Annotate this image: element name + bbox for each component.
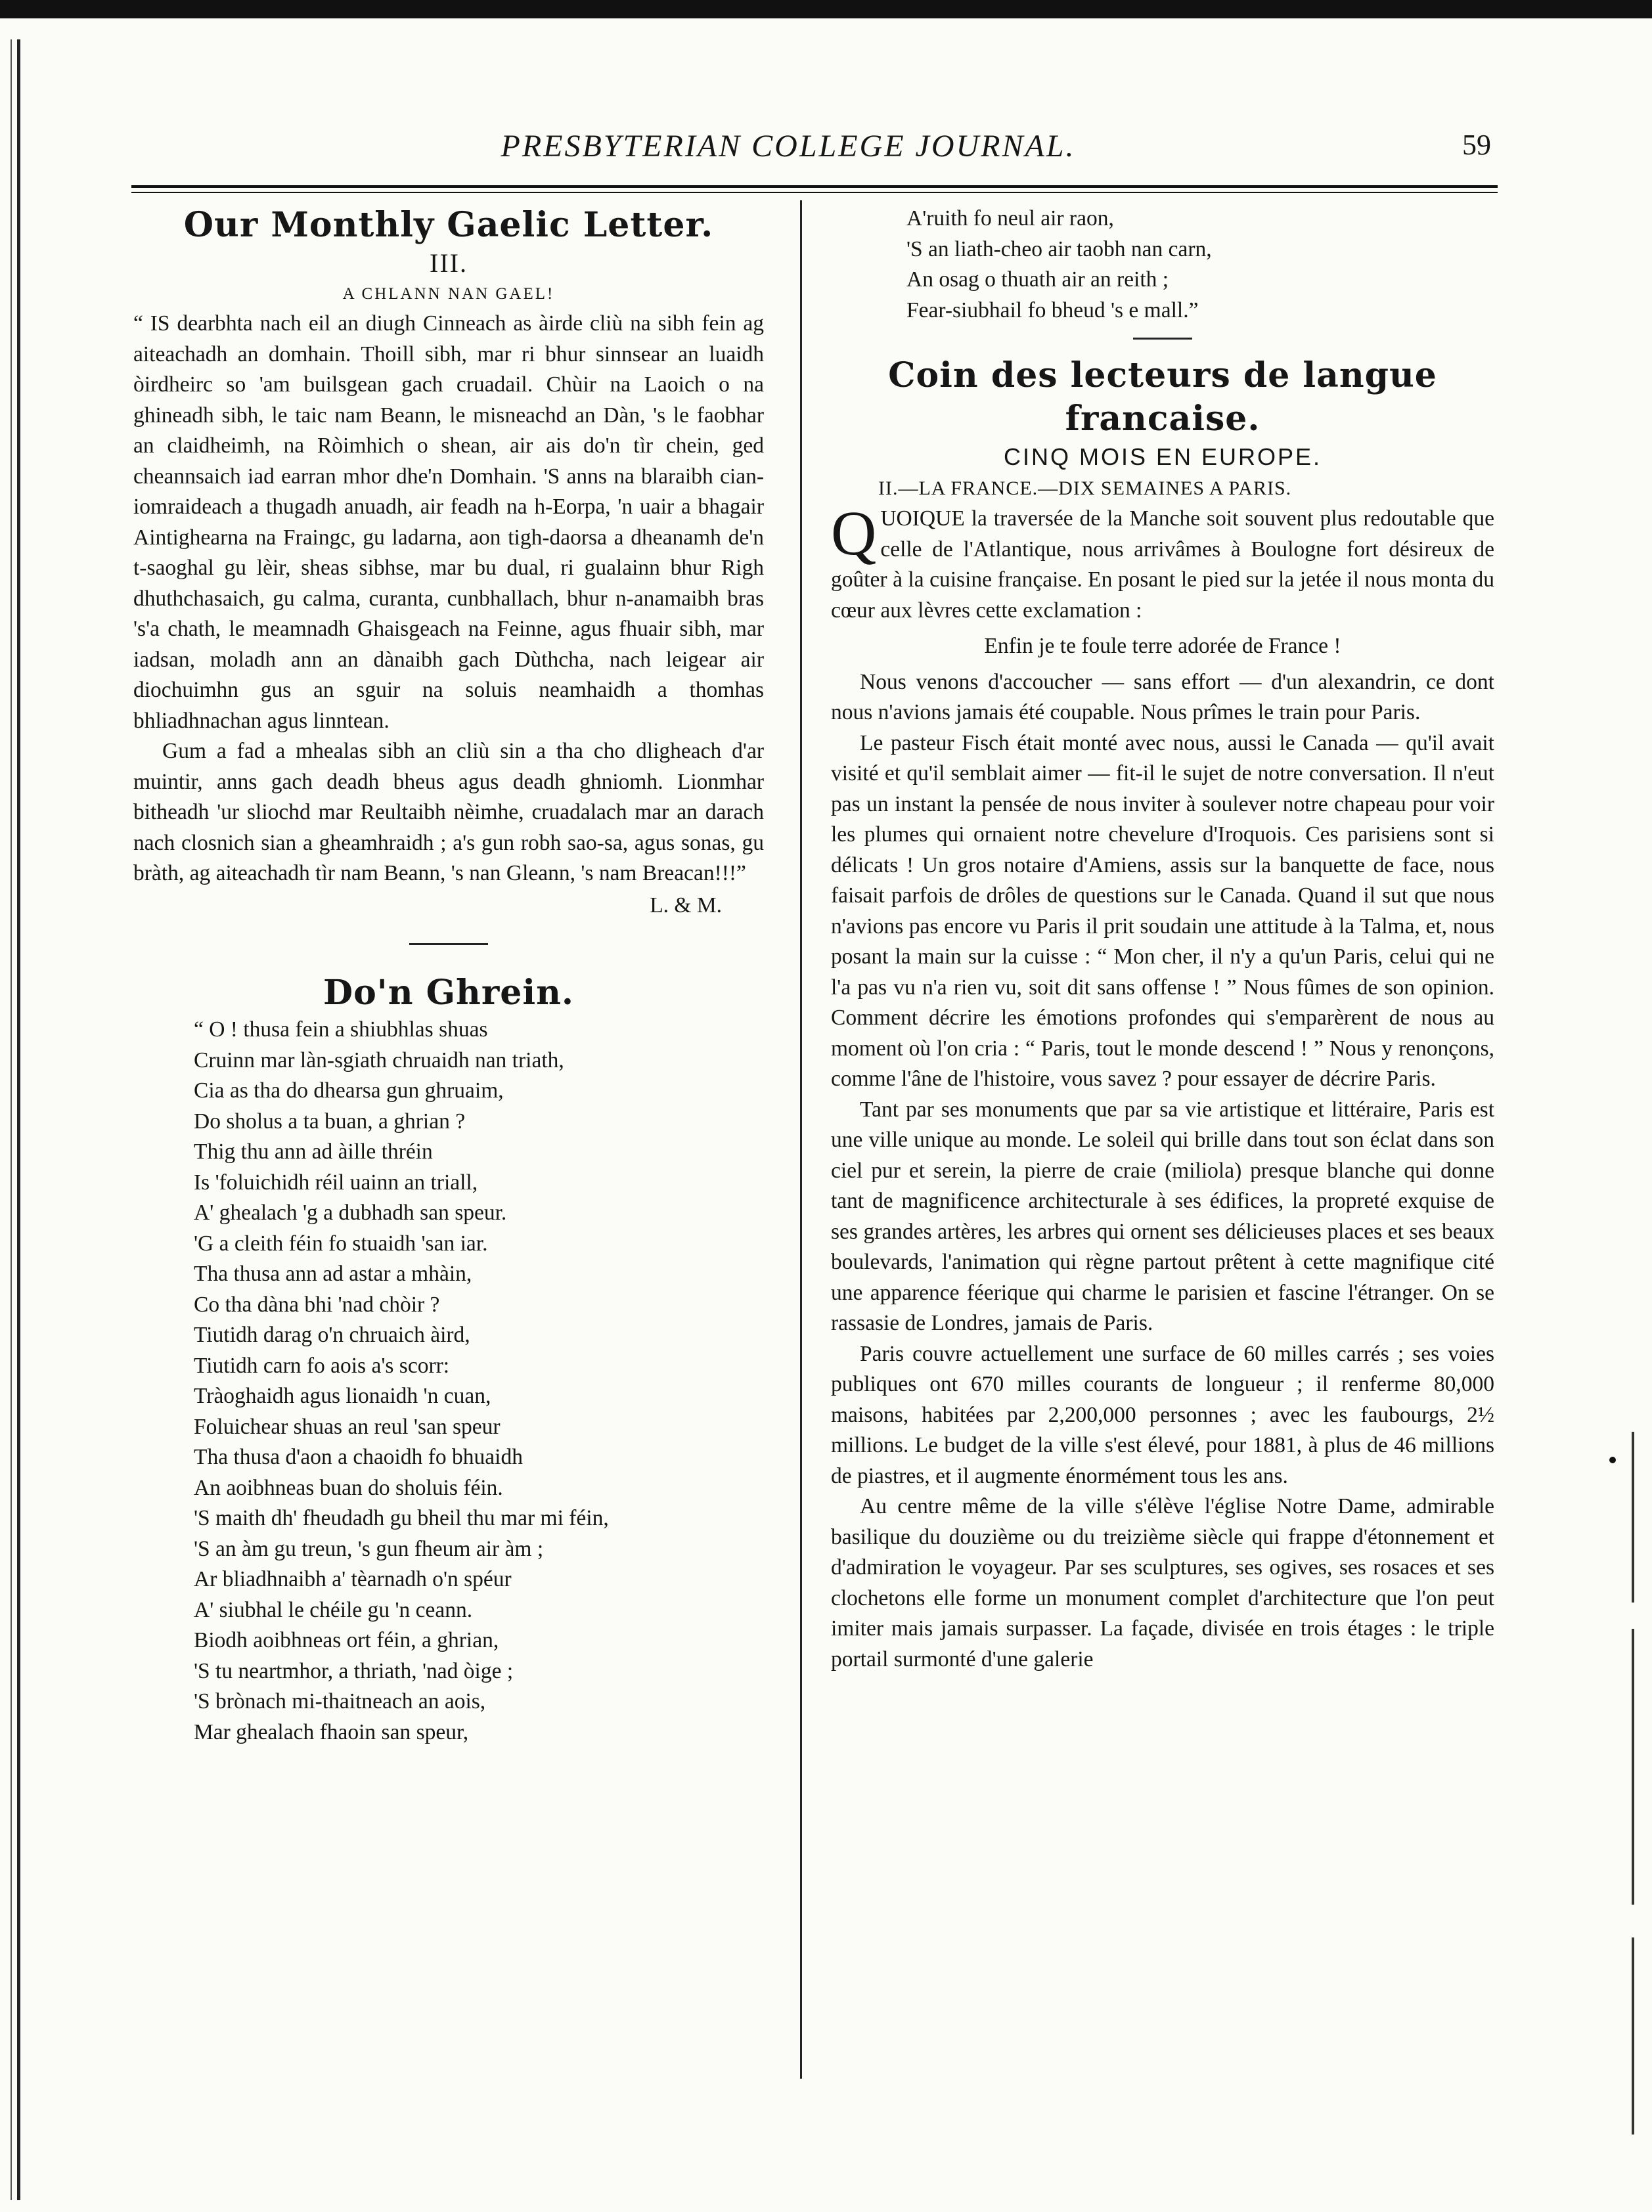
- poem-line: 'S brònach mi-thaitneach an aois,: [194, 1689, 486, 1714]
- section-divider: [1133, 338, 1192, 340]
- scan-edge-mark: [1632, 1629, 1634, 1905]
- right-column: [831, 204, 1494, 1675]
- scan-edge-mark: [1632, 1432, 1634, 1603]
- letter-paragraph-1: “ IS dearbhta nach eil an diugh Cinneach as àirde cliù na sibh fein ag aiteachadh an domhain. Thoill sibh, mar ri bhur sinnsear an luaidh òirdheirc so 'am builsgean gach cruadail. Chùir na Laoich o na ghineadh sibh, le taic nam Beann, le misneachd an Dàn, 's le faobhar an claidheimh, na Ròimhich o shean, air ais do'n tìr chein, ged cheannsaich iad earran mhor dhe'n Domhain. 'S anns na blaraibh cian-iomraideach a thugadh anuadh, air feadh na h-Eorpa, 'n uair a bhagair Aintighearna na Fraingc, gu ladarna, aon tigh-daorsa a dheanamh de'n t-saoghal gu lèir, sheas sibhse, mar bu dual, ri gualainn bhur Righ dhuthchasaich, gu calma, curanta, cunbhallach, bhur n-anamaibh bras 's'a chath, le meamnadh Ghaisgeach na Feinne, agus fhuair sibh, mar iadsan, moladh ann an dànaibh gach Dùthcha, nach leigear air diochuimhn gus an sguir na soluis neamhaidh a thomhas bhliadhnachan agus linntean.: [133, 311, 764, 733]
- header-rule-thick: [131, 185, 1498, 188]
- poem-line: Tiutidh carn fo aois a's scorr:: [194, 1353, 450, 1378]
- poem-title: Do'n Ghrein.: [323, 973, 574, 1013]
- poem-line: 'S tu neartmhor, a thriath, 'nad òige ;: [194, 1658, 514, 1683]
- chapter-heading: II.—LA FRANCE.—DIX SEMAINES A PARIS.: [878, 477, 1292, 499]
- scan-left-edge-thin: [11, 39, 12, 2200]
- poem-line: Tràoghaidh agus lionaidh 'n cuan,: [194, 1384, 491, 1408]
- french-paragraph-4: Paris couvre actuellement une surface de 60 milles carrés ; ses voies publiques ont 670 milles courants de longueur ; il renferme 80,000 maisons, habitées par 2,200,000 personnes ; avec les faubourgs, 2½ millions. Le budget de la ville s'est élevé, pour 1881, à plus de 46 millions de piastres, et il augmente énormément tous les ans.: [831, 1341, 1494, 1488]
- poem-line: Thig thu ann ad àille thréin: [194, 1139, 433, 1164]
- verse-line: Enfin je te foule terre adorée de France !: [984, 634, 1341, 658]
- page-header: [131, 128, 1491, 174]
- poem-line: A' siubhal le chéile gu 'n ceann.: [194, 1597, 473, 1622]
- scan-dot: [1609, 1457, 1616, 1463]
- poem-line: Biodh aoibhneas ort féin, a ghrian,: [194, 1628, 499, 1652]
- poem-line: Ar bliadhnaibh a' tèarnadh o'n spéur: [194, 1567, 512, 1591]
- journal-title: PRESBYTERIAN COLLEGE JOURNAL.: [501, 129, 1076, 164]
- poem-line: Cruinn mar làn-sgiath chruaidh nan triath,: [194, 1048, 564, 1073]
- poem-line: Foluichear shuas an reul 'san speur: [194, 1414, 501, 1439]
- french-section-title: Coin des lecteurs de langue francaise.: [888, 355, 1437, 439]
- salutation: A CHLANN NAN GAEL!: [342, 285, 555, 303]
- poem-line: A'ruith fo neul air raon,: [906, 206, 1114, 231]
- poem-line: Tha thusa d'aon a chaoidh fo bhuaidh: [194, 1445, 523, 1469]
- poem-line: An osag o thuath air an reith ;: [906, 267, 1169, 292]
- french-section-subtitle: CINQ MOIS EN EUROPE.: [1003, 443, 1322, 470]
- column-divider: [800, 200, 802, 2079]
- french-paragraph-1: Nous venons d'accoucher — sans effort — d'un alexandrin, ce dont nous n'avions jamais été coupable. Nous prîmes le train pour Paris.: [831, 669, 1494, 724]
- letter-number: III.: [430, 248, 468, 278]
- poem-line: 'G a cleith féin fo stuaidh 'san iar.: [194, 1231, 488, 1256]
- poem-line: 'S an àm gu treun, 's gun fheum air àm ;: [194, 1536, 544, 1561]
- letter-paragraph-2: Gum a fad a mhealas sibh an cliù sin a tha cho dligheach d'ar muintir, anns gach deadh bheus agus deadh ghniomh. Lionmhar bitheadh 'ur sliochd mar Reultaibh nèimhe, cruadalach mar an darach nach closnich sian a gheamhraidh ; a's gun robh sao-sa, agus sonas, gu bràth, ag aiteachadh tìr nam Beann, 's nan Gleann, 's nam Breacan!!!”: [133, 739, 764, 885]
- poem-line: Tiutidh darag o'n chruaich àird,: [194, 1323, 470, 1347]
- poem-line: 'S maith dh' fheudadh gu bheil thu mar mi féin,: [194, 1506, 609, 1530]
- poem-line: Cia as tha do dhearsa gun ghruaim,: [194, 1078, 504, 1103]
- left-column: [133, 204, 764, 1748]
- page-number: 59: [1462, 129, 1491, 161]
- poem-line: Fear-siubhail fo bheud 's e mall.”: [906, 298, 1199, 322]
- drop-cap: Q: [831, 498, 877, 568]
- poem-line: Is 'foluichidh réil uainn an triall,: [194, 1170, 478, 1195]
- poem-line: 'S an liath-cheo air taobh nan carn,: [906, 236, 1212, 261]
- poem-line: Co tha dàna bhi 'nad chòir ?: [194, 1292, 440, 1317]
- opening-paragraph: [831, 498, 1494, 626]
- poem-line: “ O ! thusa fein a shiubhlas shuas: [194, 1017, 488, 1042]
- opening-paragraph-text: UOIQUE la traversée de la Manche soit souvent plus redoutable que celle de l'Atlantique, nous arrivâmes à Boulogne fort désireux de goûter à la cuisine française. En posant le pied sur la jetée il nous monta du cœur aux lèvres cette exclamation :: [831, 506, 1494, 623]
- poem-line: Tha thusa ann ad astar a mhàin,: [194, 1262, 472, 1286]
- scan-top-border: [0, 0, 1652, 18]
- poem-line: A' ghealach 'g a dubhadh san speur.: [194, 1201, 507, 1225]
- poem-line: Do sholus a ta buan, a ghrian ?: [194, 1109, 466, 1134]
- letter-title: Our Monthly Gaelic Letter.: [183, 205, 714, 245]
- poem-line: Mar ghealach fhaoin san speur,: [194, 1719, 469, 1744]
- letter-signature: L. & M.: [650, 893, 722, 918]
- section-divider: [409, 943, 488, 945]
- header-rule-thin: [131, 192, 1498, 193]
- poem-lines: [133, 1015, 764, 1748]
- poem-line: An aoibhneas buan do sholuis féin.: [194, 1475, 503, 1500]
- scan-left-edge: [17, 39, 20, 2200]
- french-paragraph-5: Au centre même de la ville s'élève l'église Notre Dame, admirable basilique du douzième ou du treizième siècle qui frappe d'étonnement et d'admiration le voyageur. Par ses sculptures, ses ogives, ses rosaces et ses clochetons elle forme un monument complet d'architecture que l'on peut imiter mais jamais surpasser. La façade, divisée en trois étages : le triple portail surmonté d'une galerie: [831, 1494, 1494, 1671]
- scan-edge-mark: [1632, 1937, 1634, 2135]
- french-paragraph-3: Tant par ses monuments que par sa vie artistique et littéraire, Paris est une ville unique au monde. Le soleil qui brille dans tout son éclat dans son ciel pur et serein, la pierre de craie (miliola) presque blanche qui donne tant de magnificence architecturale à ses édifices, la propreté exquise de ses grandes artères, les arbres qui ornent ses délicieuses places et ses beaux boulevards, l'animation qui règne partout prêtent à cette magnifique cité une apparence féerique qui charme le parisien et fascine l'étranger. On se rassasie de Londres, jamais de Paris.: [831, 1097, 1494, 1335]
- french-paragraph-2: Le pasteur Fisch était monté avec nous, aussi le Canada — qu'il avait visité et qu'il semblait aimer — fit-il le sujet de notre conversation. Il n'eut pas un instant la pensée de nous inviter à soulever notre chapeau pour voir les plumes qui ornaient notre chevelure d'Iroquois. Ces parisiens sont si délicats ! Un gros notaire d'Amiens, assis sur la banquette de face, nous faisait parfois de drôles de questions sur le Canada. Quand il sut que nous n'avions pas encore vu Paris il prit soudain une attitude à la Talma, et, nous posant la main sur la cuisse : “ Mon cher, il n'y a qu'un Paris, celui qui ne l'a pas vu n'a rien vu, soit dit sans offense ! ” Nous fûmes de son opinion. Comment décrire les émotions profondes qui s'emparèrent de nous au moment où l'on cria : “ Paris, tout le monde descend ! ” Nous y renonçons, comme l'âne de l'histoire, vous savez ? pour essayer de décrire Paris.: [831, 730, 1494, 1091]
- poem-continuation: [831, 204, 1494, 326]
